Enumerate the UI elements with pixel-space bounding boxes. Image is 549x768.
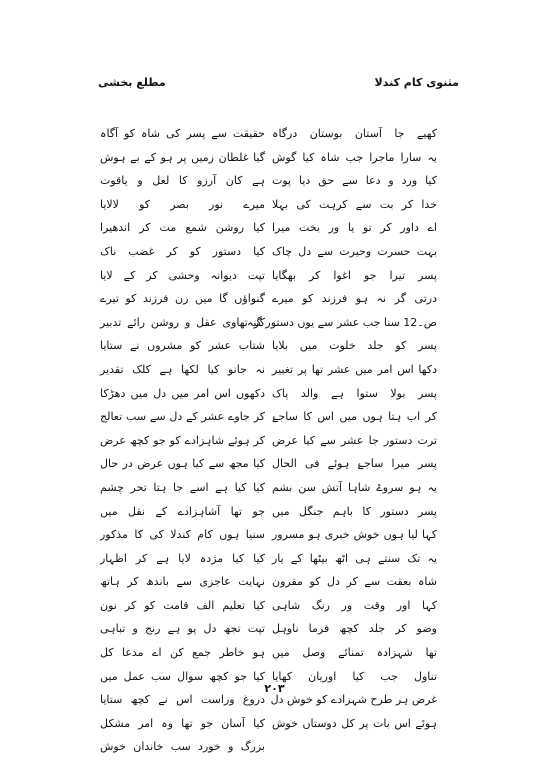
verse-line: سنیا ہوں کام کندلا کی کا مذکور: [100, 528, 265, 542]
verse-line: کر ہوئے شاہزادے کو جو کچھ عرض: [100, 433, 265, 447]
verse-line: پسر بولا ستوا ہے والد پاک: [272, 386, 437, 400]
running-header-title: مثنوی کام کندلا: [374, 76, 459, 89]
verse-line: تپت تجھ دل پو ہے رنج و تباہی: [100, 622, 265, 636]
verse-line: ہو خاطر جمع کن اے مدعا کل: [100, 646, 265, 660]
verse-line: کر اب ہتا ہوں میں اس کا ساجۓ: [272, 410, 437, 424]
verse-line: جو تھا آشاہزادے کے نقل میں: [100, 504, 265, 518]
verse-line: پسر دستور کا باہم جنگل میں: [272, 504, 437, 518]
verse-line: بہت حسرت وحیرت سے دل چاک: [272, 244, 437, 258]
verse-line: درتی گر نہ ہو فرزند کو میرے: [272, 292, 437, 306]
verse-line: ہوئے اس بات پر کل دوستاں خوش: [272, 716, 437, 730]
running-header-section: مطلع بخشی: [98, 76, 166, 89]
verse-line: پسر تیرا جو اغوا کر بھگایا: [272, 268, 437, 282]
verse-line: دکھوں اس امر میں دل میں دھڑکا: [100, 386, 265, 400]
verse-line: ترت دستور جا عشر سے کیا عرض: [272, 433, 437, 447]
verse-line: پسر میرا ساجۓ ہوئے فی الحال: [272, 457, 437, 471]
verse-line: وضو کر جلد کچھ فرما ناوہل: [272, 622, 437, 636]
verse-line: کیا دستور کو کر غضب ناک: [100, 244, 265, 258]
verse-line: کیا آسان جو تھا وہ امر مشکل: [100, 716, 265, 730]
verse-line: کیا تعلیم الف قامت کو کر نون: [100, 598, 265, 612]
verse-line: یہ ہو سروۓ شاہا آتش سن بشم: [272, 480, 437, 494]
verse-line: تھا شہزادہ تمنائے وصل میں: [272, 646, 437, 660]
verse-line: دروغ وراست اس نے کچھ ستایا: [100, 693, 265, 707]
verse-line: دکھا اس امر میں عشر تھا پر تغییر: [272, 362, 437, 376]
verse-line: یہ سارا ماجرا جب شاہ کیا گوش: [272, 150, 437, 164]
verse-line: اے داور کر تو یا ور بخت میرا: [272, 221, 437, 235]
verse-line: کھیے جا آستان بوستان درگاہ: [272, 127, 437, 140]
page-number: ۲۰۳: [264, 682, 285, 695]
verse-line: پسر کو جلد خلوت میں بلایا: [272, 339, 437, 353]
verse-line: گنواؤں گا میں زن فرزند کو تیرے: [100, 292, 265, 306]
verse-line: کیا کیا ہے اسے جا ہتا تحر چشم: [100, 480, 265, 494]
verse-line: کر جاوے عشر کے دل سے سب تعالج: [100, 410, 265, 424]
verse-line: یہ تک سنتے ہی اٹھ بیٹھا کے یار: [272, 551, 437, 565]
verse-line: بزرگ و خورد سب خاندان خوش: [100, 740, 265, 754]
verse-line: کیا کیا مژدہ لایا ہے کر اظہار: [100, 551, 265, 565]
verse-line: کیا مجھ سے کیا ہوں عرض در حال: [100, 457, 265, 471]
verse-line: کیا روشن شمع مت کر اندھیرا: [100, 221, 265, 235]
verse-line: خدا کر بت سے کرہت کی بہلا: [272, 197, 437, 211]
verse-line: میرے نور بصر کو لالایا: [100, 197, 265, 211]
verse-line: تپت دیوانہ وحشی کر کے لایا: [100, 268, 265, 282]
verse-line: ہے کان آرزو کا لعل و یاقوت: [100, 174, 265, 188]
verse-line: نہ جانو کیا لکھا ہے کلک تقدیر: [100, 362, 265, 376]
verse-line: نہایت عاجزی سے باندھ کر ہاتھ: [100, 575, 265, 589]
verse-line: کہا اور وقت ور رنگ شاہی: [272, 598, 437, 612]
verse-line: گیا غلطان زمیں پر ہو کے بے ہوش: [100, 150, 265, 164]
verse-line: شتاب عشر کو مشروں نے ستایا: [100, 339, 265, 353]
verse-line: کیا جو کچھ سوال سب عمل میں: [100, 669, 265, 683]
verse-line: کہا لیا ہوں خوش خبری ہو مسرور: [272, 528, 437, 542]
verse-line: حقیقت سے پسر کی شاہ کو آگاہ: [100, 127, 265, 140]
verse-line: شاہ بعقت سے کر دل کو مقرون: [272, 575, 437, 589]
right-verse-column: [246, 122, 437, 735]
verse-line: کیا ورد و دعا سے حق دیا پوت: [272, 174, 437, 188]
verse-line: غرض ہر طرح شہزادے کو خوش دل: [270, 693, 437, 707]
left-verse-column: [100, 122, 265, 759]
verse-line: ص۔12 سنا جب عشر سے یوں دستور گنہ: [246, 315, 437, 329]
verse-line: کر تھاوی عقل و روشن رائے تدبیر: [100, 315, 265, 329]
verse-line: تناول جب کیا اوریان کھایا: [272, 669, 437, 683]
